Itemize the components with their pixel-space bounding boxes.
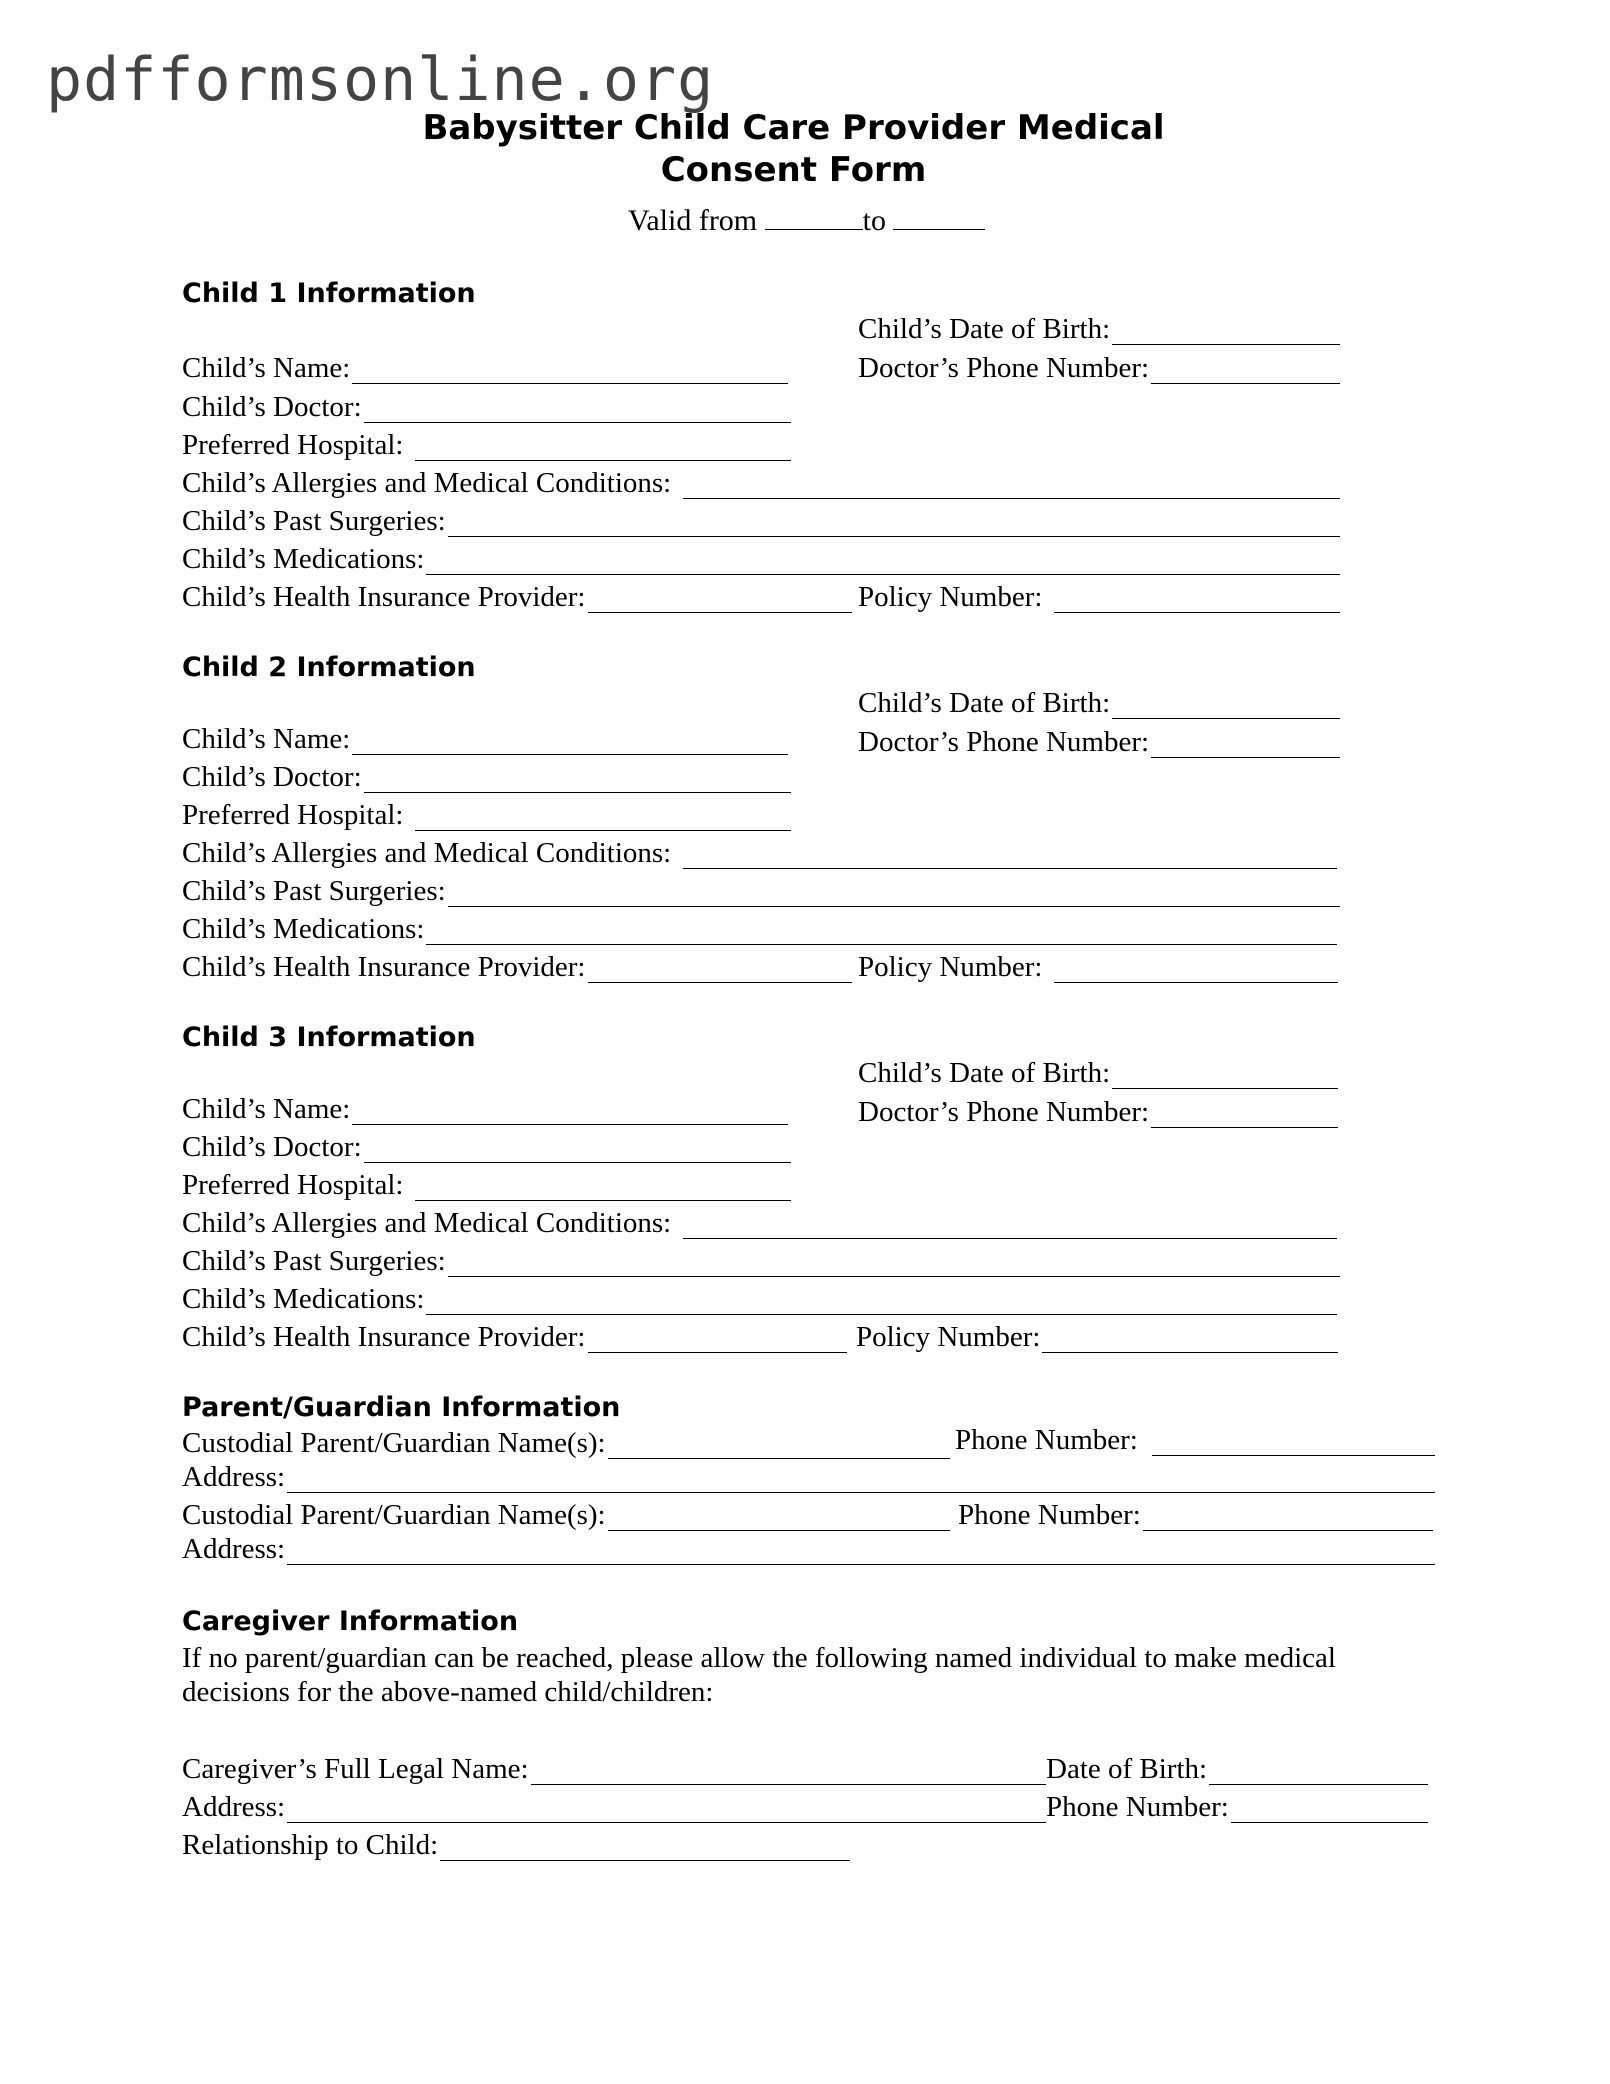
child-1-hospital-row (182, 429, 791, 461)
caregiver-heading: Caregiver Information (182, 1606, 519, 1637)
parent-heading: Parent/Guardian Information (182, 1392, 621, 1423)
child-1-heading: Child 1 Information (182, 278, 476, 309)
child-1-doctor-field[interactable] (364, 396, 791, 423)
child-3-allergies-label: Child’s Allergies and Medical Conditions: (182, 1207, 672, 1239)
child-2-doctor-field[interactable] (364, 766, 791, 793)
caregiver-address-label: Address: (182, 1791, 286, 1823)
child-1-allergies-label: Child’s Allergies and Medical Conditions: (182, 467, 672, 499)
child-1-insurance-field[interactable] (588, 586, 853, 613)
parent-1-name-field[interactable] (608, 1432, 950, 1459)
child-3-dob-field[interactable] (1112, 1062, 1338, 1089)
caregiver-phone-label: Phone Number: (1046, 1791, 1229, 1823)
child-2-heading: Child 2 Information (182, 652, 476, 683)
parent-2-address-row (182, 1533, 1435, 1565)
caregiver-name-label: Caregiver’s Full Legal Name: (182, 1753, 529, 1785)
parent-2-name-row (182, 1499, 950, 1531)
parent-1-phone-label: Phone Number: (955, 1424, 1138, 1456)
child-2-medications-row (182, 913, 1337, 945)
parent-2-phone-row (958, 1499, 1433, 1531)
caregiver-dob-label: Date of Birth: (1046, 1753, 1208, 1785)
child-1-hospital-label: Preferred Hospital: (182, 429, 404, 461)
child-3-hospital-field[interactable] (415, 1174, 791, 1201)
child-1-allergies-field[interactable] (683, 472, 1340, 499)
child-1-insurance-row (182, 581, 852, 613)
caregiver-phone-row (1046, 1791, 1428, 1823)
child-1-policy-field[interactable] (1054, 586, 1340, 613)
child-1-dob-row (858, 313, 1340, 345)
child-3-policy-label: Policy Number: (856, 1321, 1041, 1353)
child-2-medications-field[interactable] (426, 918, 1337, 945)
child-2-hospital-field[interactable] (415, 804, 791, 831)
child-3-insurance-field[interactable] (588, 1326, 848, 1353)
parent-1-name-row (182, 1427, 950, 1459)
child-3-doctor-phone-field[interactable] (1151, 1101, 1338, 1128)
child-2-allergies-label: Child’s Allergies and Medical Conditions: (182, 837, 672, 869)
child-2-doctor-phone-label: Doctor’s Phone Number: (858, 726, 1150, 758)
caregiver-phone-field[interactable] (1231, 1796, 1428, 1823)
caregiver-relationship-field[interactable] (440, 1834, 850, 1861)
child-3-heading: Child 3 Information (182, 1022, 476, 1053)
child-1-policy-label: Policy Number: (858, 581, 1043, 613)
child-3-doctor-label: Child’s Doctor: (182, 1131, 362, 1163)
child-3-surgeries-row (182, 1245, 1340, 1277)
child-1-name-label: Child’s Name: (182, 352, 351, 384)
child-3-policy-row (856, 1321, 1338, 1353)
child-2-surgeries-label: Child’s Past Surgeries: (182, 875, 446, 907)
parent-1-address-field[interactable] (287, 1466, 1435, 1493)
child-3-doctor-phone-label: Doctor’s Phone Number: (858, 1096, 1150, 1128)
parent-2-address-field[interactable] (287, 1538, 1435, 1565)
child-2-allergies-row (182, 837, 1337, 869)
child-3-insurance-label: Child’s Health Insurance Provider: (182, 1321, 586, 1353)
child-2-doctor-label: Child’s Doctor: (182, 761, 362, 793)
parent-2-name-field[interactable] (608, 1504, 950, 1531)
child-2-medications-label: Child’s Medications: (182, 913, 425, 945)
valid-to-field[interactable] (893, 203, 985, 230)
child-2-dob-field[interactable] (1112, 692, 1340, 719)
child-2-doctor-phone-row (858, 726, 1340, 758)
parent-1-phone-row (955, 1424, 1435, 1456)
child-3-insurance-row (182, 1321, 847, 1353)
child-2-insurance-row (182, 951, 852, 983)
child-1-doctor-row (182, 391, 791, 423)
child-3-name-row (182, 1093, 788, 1125)
child-1-surgeries-row (182, 505, 1340, 537)
child-3-medications-field[interactable] (426, 1288, 1337, 1315)
child-1-surgeries-field[interactable] (448, 510, 1340, 537)
caregiver-name-row (182, 1753, 1046, 1785)
child-2-policy-label: Policy Number: (858, 951, 1043, 983)
child-2-hospital-row (182, 799, 791, 831)
valid-from-field[interactable] (765, 203, 863, 230)
child-3-hospital-label: Preferred Hospital: (182, 1169, 404, 1201)
caregiver-address-row (182, 1791, 1046, 1823)
form-title-line-2: Consent Form (660, 150, 927, 190)
caregiver-name-field[interactable] (531, 1758, 1046, 1785)
child-3-medications-row (182, 1283, 1337, 1315)
parent-1-phone-field[interactable] (1152, 1429, 1435, 1456)
child-1-dob-label: Child’s Date of Birth: (858, 313, 1111, 345)
child-3-name-field[interactable] (352, 1098, 788, 1125)
child-3-allergies-field[interactable] (683, 1212, 1337, 1239)
child-1-insurance-label: Child’s Health Insurance Provider: (182, 581, 586, 613)
child-2-surgeries-row (182, 875, 1340, 907)
child-2-name-field[interactable] (352, 728, 788, 755)
child-1-dob-field[interactable] (1112, 318, 1340, 345)
child-2-surgeries-field[interactable] (448, 880, 1340, 907)
parent-2-name-label: Custodial Parent/Guardian Name(s): (182, 1499, 606, 1531)
child-3-name-label: Child’s Name: (182, 1093, 351, 1125)
child-1-medications-label: Child’s Medications: (182, 543, 425, 575)
caregiver-relationship-label: Relationship to Child: (182, 1829, 439, 1861)
child-2-insurance-label: Child’s Health Insurance Provider: (182, 951, 586, 983)
child-1-medications-field[interactable] (426, 548, 1340, 575)
caregiver-relationship-row (182, 1829, 850, 1861)
child-2-insurance-field[interactable] (588, 956, 853, 983)
valid-to-label: to (862, 204, 886, 237)
valid-period (628, 203, 985, 238)
child-1-doctor-phone-label: Doctor’s Phone Number: (858, 352, 1150, 384)
child-1-surgeries-label: Child’s Past Surgeries: (182, 505, 446, 537)
parent-2-address-label: Address: (182, 1533, 286, 1565)
child-3-allergies-row (182, 1207, 1337, 1239)
parent-2-phone-field[interactable] (1143, 1504, 1433, 1531)
caregiver-address-field[interactable] (287, 1796, 1046, 1823)
child-1-doctor-phone-row (858, 352, 1340, 384)
form-title-line-1: Babysitter Child Care Provider Medical (422, 108, 1165, 148)
child-2-name-label: Child’s Name: (182, 723, 351, 755)
child-1-doctor-phone-field[interactable] (1151, 357, 1340, 384)
parent-1-name-label: Custodial Parent/Guardian Name(s): (182, 1427, 606, 1459)
child-2-dob-label: Child’s Date of Birth: (858, 687, 1111, 719)
child-1-name-row (182, 352, 788, 384)
child-1-doctor-label: Child’s Doctor: (182, 391, 362, 423)
child-2-hospital-label: Preferred Hospital: (182, 799, 404, 831)
child-3-medications-label: Child’s Medications: (182, 1283, 425, 1315)
child-2-doctor-phone-field[interactable] (1151, 731, 1340, 758)
child-2-dob-row (858, 687, 1340, 719)
parent-2-phone-label: Phone Number: (958, 1499, 1141, 1531)
child-2-policy-row (858, 951, 1338, 983)
child-2-doctor-row (182, 761, 791, 793)
child-3-surgeries-label: Child’s Past Surgeries: (182, 1245, 446, 1277)
child-1-name-field[interactable] (352, 357, 788, 384)
child-1-medications-row (182, 543, 1340, 575)
parent-1-address-row (182, 1461, 1435, 1493)
child-2-name-row (182, 723, 788, 755)
child-3-dob-label: Child’s Date of Birth: (858, 1057, 1111, 1089)
child-3-hospital-row (182, 1169, 791, 1201)
caregiver-dob-row (1046, 1753, 1428, 1785)
child-2-policy-field[interactable] (1054, 956, 1338, 983)
child-2-allergies-field[interactable] (683, 842, 1337, 869)
caregiver-dob-field[interactable] (1209, 1758, 1428, 1785)
child-3-doctor-phone-row (858, 1096, 1338, 1128)
child-3-dob-row (858, 1057, 1338, 1089)
child-3-policy-field[interactable] (1042, 1326, 1338, 1353)
child-3-doctor-field[interactable] (364, 1136, 791, 1163)
watermark: pdfformsonline.org (46, 45, 715, 115)
child-1-policy-row (858, 581, 1340, 613)
caregiver-instructions: If no parent/guardian can be reached, please allow the following named individual to make medical decisions for the above-named child/children: (182, 1642, 1336, 1708)
child-1-hospital-field[interactable] (415, 434, 791, 461)
valid-from-label: Valid from (628, 204, 758, 237)
child-1-allergies-row (182, 467, 1340, 499)
child-3-doctor-row (182, 1131, 791, 1163)
child-3-surgeries-field[interactable] (448, 1250, 1340, 1277)
parent-1-address-label: Address: (182, 1461, 286, 1493)
